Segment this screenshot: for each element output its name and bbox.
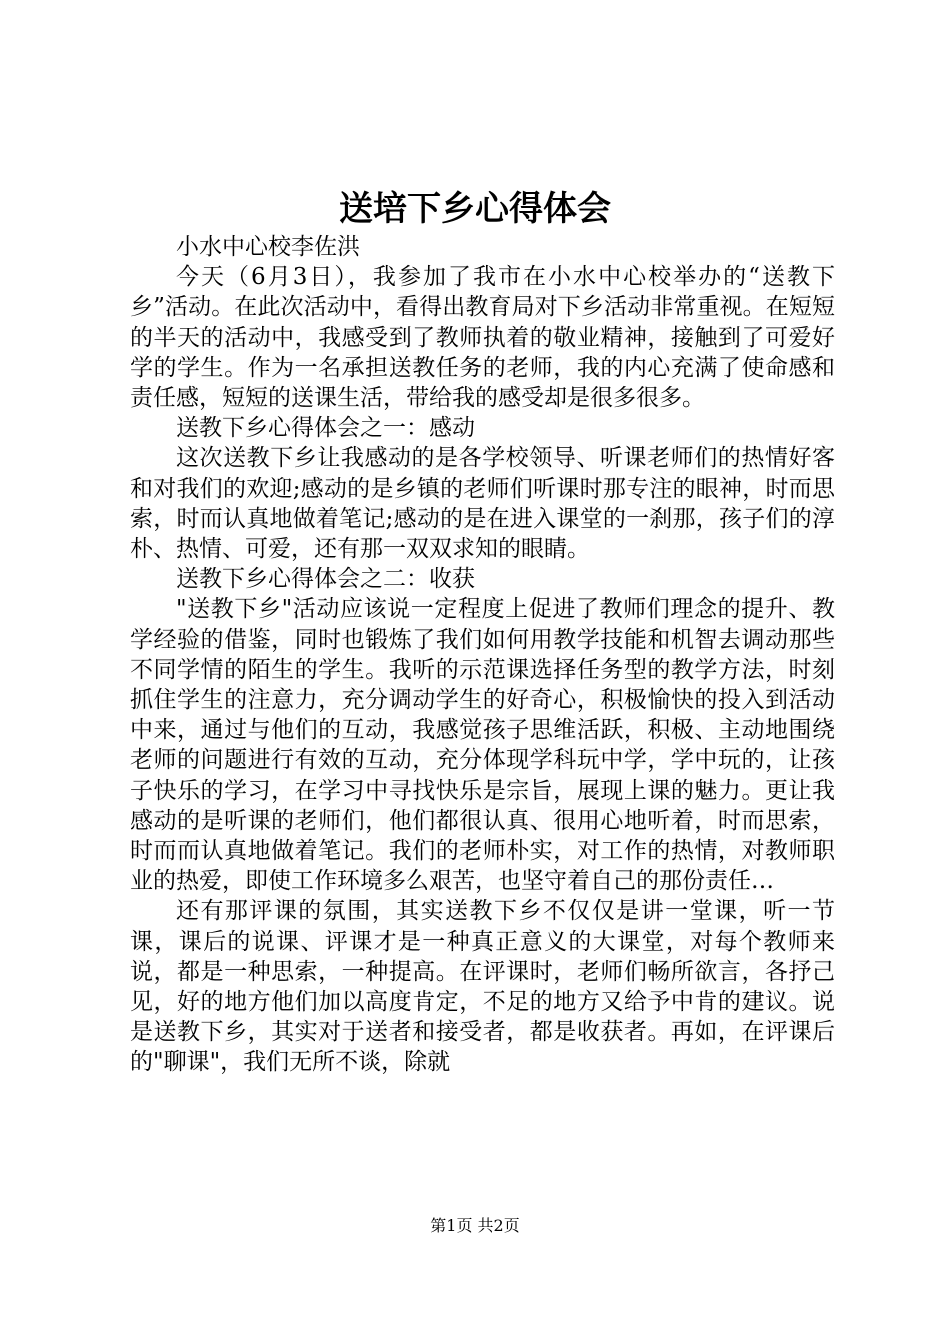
document-title: 送培下乡心得体会 — [339, 189, 611, 229]
paragraph-section-1: 这次送教下乡让我感动的是各学校领导、听课老师们的热情好客和对我们的欢迎;感动的是乡镇的老师们听课时那专注的眼神，时而思索，时而认真地做着笔记;感动的是在进入课堂的一刹那，孩子们的淳朴、热情、可爱，还有那一双双求知的眼睛。 — [130, 445, 835, 563]
author-line: 小水中心校李佐洪 — [176, 234, 360, 260]
paragraph-intro: 今天（6月3日），我参加了我市在小水中心校举办的“送教下乡”活动。在此次活动中，看得出教育局对下乡活动非常重视。在短短的半天的活动中，我感受到了教师执着的敬业精神，接触到了可爱好学的学生。作为一名承担送教任务的老师，我的内心充满了使命感和责任感，短短的送课生活，带给我的感受却是很多很多。 — [130, 264, 835, 412]
section-heading-2: 送教下乡心得体会之二：收获 — [176, 566, 475, 593]
page-footer: 第1页 共2页 — [430, 1216, 520, 1235]
paragraph-evaluation: 还有那评课的氛围，其实送教下乡不仅仅是讲一堂课，听一节课，课后的说课、评课才是一种真正意义的大课堂，对每个教师来说，都是一种思索，一种提高。在评课时，老师们畅所欲言，各抒己见，好的地方他们加以高度肯定，不足的地方又给予中肯的建议。说是送教下乡，其实对于送者和接受者，都是收获者。再如，在评课后的"聊课"，我们无所不谈，除就 — [130, 898, 835, 1076]
document-body — [130, 232, 835, 1078]
paragraph-section-2: "送教下乡"活动应该说一定程度上促进了教师们理念的提升、教学经验的借鉴，同时也锻炼了我们如何用教学技能和机智去调动那些不同学情的陌生的学生。我听的示范课选择任务型的教学方法，时刻抓住学生的注意力，充分调动学生的好奇心，积极愉快的投入到活动中来，通过与他们的互动，我感觉孩子思维活跃，积极、主动地围绕老师的问题进行有效的互动，充分体现学科玩中学，学中玩的，让孩子快乐的学习，在学习中寻找快乐是宗旨，展现上课的魅力。更让我感动的是听课的老师们，他们都很认真、很用心地听着，时而思索，时而而认真地做着笔记。我们的老师朴实，对工作的热情，对教师职业的热爱，即使工作环境多么艰苦，也坚守着自己的那份责任… — [130, 596, 835, 895]
section-heading-1: 送教下乡心得体会之一：感动 — [176, 415, 475, 442]
